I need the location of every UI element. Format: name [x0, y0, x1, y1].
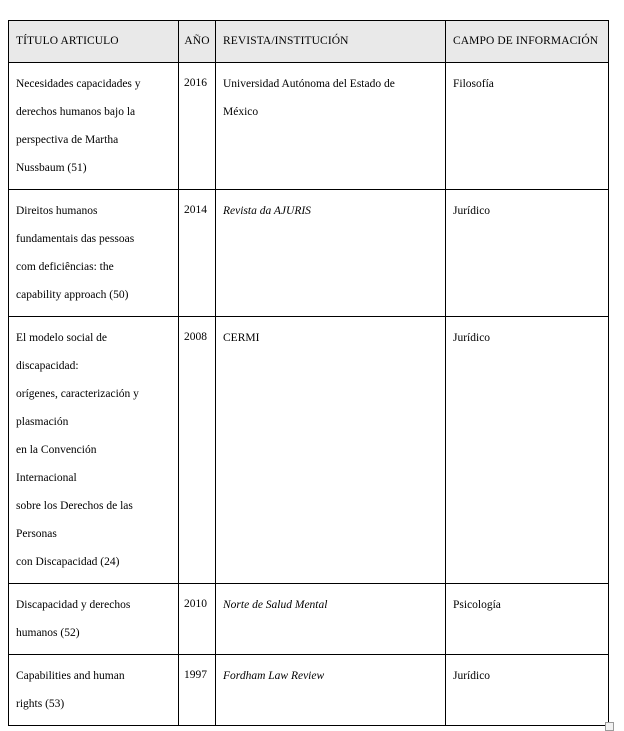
cell-campo-de-informacion: Filosofía — [446, 63, 609, 190]
cell-titulo-articulo — [9, 655, 179, 726]
table-body — [9, 63, 609, 726]
title-line: en la Convención — [16, 444, 97, 456]
article-table-container — [8, 20, 608, 726]
title-line: Nussbaum (51) — [16, 162, 87, 174]
cell-revista-institucion — [216, 584, 446, 655]
journal-line: Norte de Salud Mental — [223, 599, 328, 611]
title-line: perspectiva de Martha — [16, 134, 119, 146]
journal-line: Revista da AJURIS — [223, 205, 311, 217]
title-line: sobre los Derechos de las — [16, 500, 133, 512]
cell-revista-institucion — [216, 317, 446, 584]
title-line: derechos humanos bajo la — [16, 106, 136, 118]
cell-campo-de-informacion: Jurídico — [446, 317, 609, 584]
cell-campo-de-informacion: Psicología — [446, 584, 609, 655]
cell-ano: 1997 — [179, 655, 216, 726]
journal-line: México — [223, 106, 259, 118]
journal-line: Fordham Law Review — [223, 670, 325, 682]
title-line: orígenes, caracterización y — [16, 388, 139, 400]
title-line: Personas — [16, 528, 57, 540]
journal-line: Universidad Autónoma del Estado de — [223, 78, 395, 90]
title-line: humanos (52) — [16, 627, 80, 639]
table-header — [9, 21, 609, 63]
table-row — [9, 63, 609, 190]
article-table — [8, 20, 609, 726]
title-line: Capabilities and human — [16, 670, 125, 682]
table-row — [9, 655, 609, 726]
cell-ano: 2008 — [179, 317, 216, 584]
cell-campo-de-informacion: Jurídico — [446, 655, 609, 726]
cell-revista-institucion — [216, 190, 446, 317]
journal-line: CERMI — [223, 332, 260, 344]
column-header-campo-de-informacion: CAMPO DE INFORMACIÓN — [446, 21, 609, 63]
cell-titulo-articulo — [9, 584, 179, 655]
cell-ano: 2010 — [179, 584, 216, 655]
title-line: Internacional — [16, 472, 77, 484]
title-line: capability approach (50) — [16, 289, 129, 301]
table-row — [9, 190, 609, 317]
title-line: rights (53) — [16, 698, 65, 710]
title-line: com deficiências: the — [16, 261, 114, 273]
title-line: Direitos humanos — [16, 205, 98, 217]
title-line: Discapacidad y derechos — [16, 599, 131, 611]
table-row — [9, 317, 609, 584]
table-header-row — [9, 21, 609, 63]
cell-revista-institucion — [216, 63, 446, 190]
title-line: discapacidad: — [16, 360, 79, 372]
title-line: con Discapacidad (24) — [16, 556, 120, 568]
title-line: fundamentais das pessoas — [16, 233, 135, 245]
title-line: El modelo social de — [16, 332, 108, 344]
table-resize-handle[interactable] — [605, 722, 614, 731]
cell-titulo-articulo — [9, 317, 179, 584]
cell-titulo-articulo — [9, 190, 179, 317]
cell-titulo-articulo — [9, 63, 179, 190]
column-header-titulo-articulo: TÍTULO ARTICULO — [9, 21, 179, 63]
table-row — [9, 584, 609, 655]
column-header-revista-institucion: REVISTA/INSTITUCIÓN — [216, 21, 446, 63]
cell-ano: 2014 — [179, 190, 216, 317]
title-line: Necesidades capacidades y — [16, 78, 141, 90]
column-header-ano: AÑO — [179, 21, 216, 63]
cell-campo-de-informacion: Jurídico — [446, 190, 609, 317]
title-line: plasmación — [16, 416, 69, 428]
cell-revista-institucion — [216, 655, 446, 726]
cell-ano: 2016 — [179, 63, 216, 190]
